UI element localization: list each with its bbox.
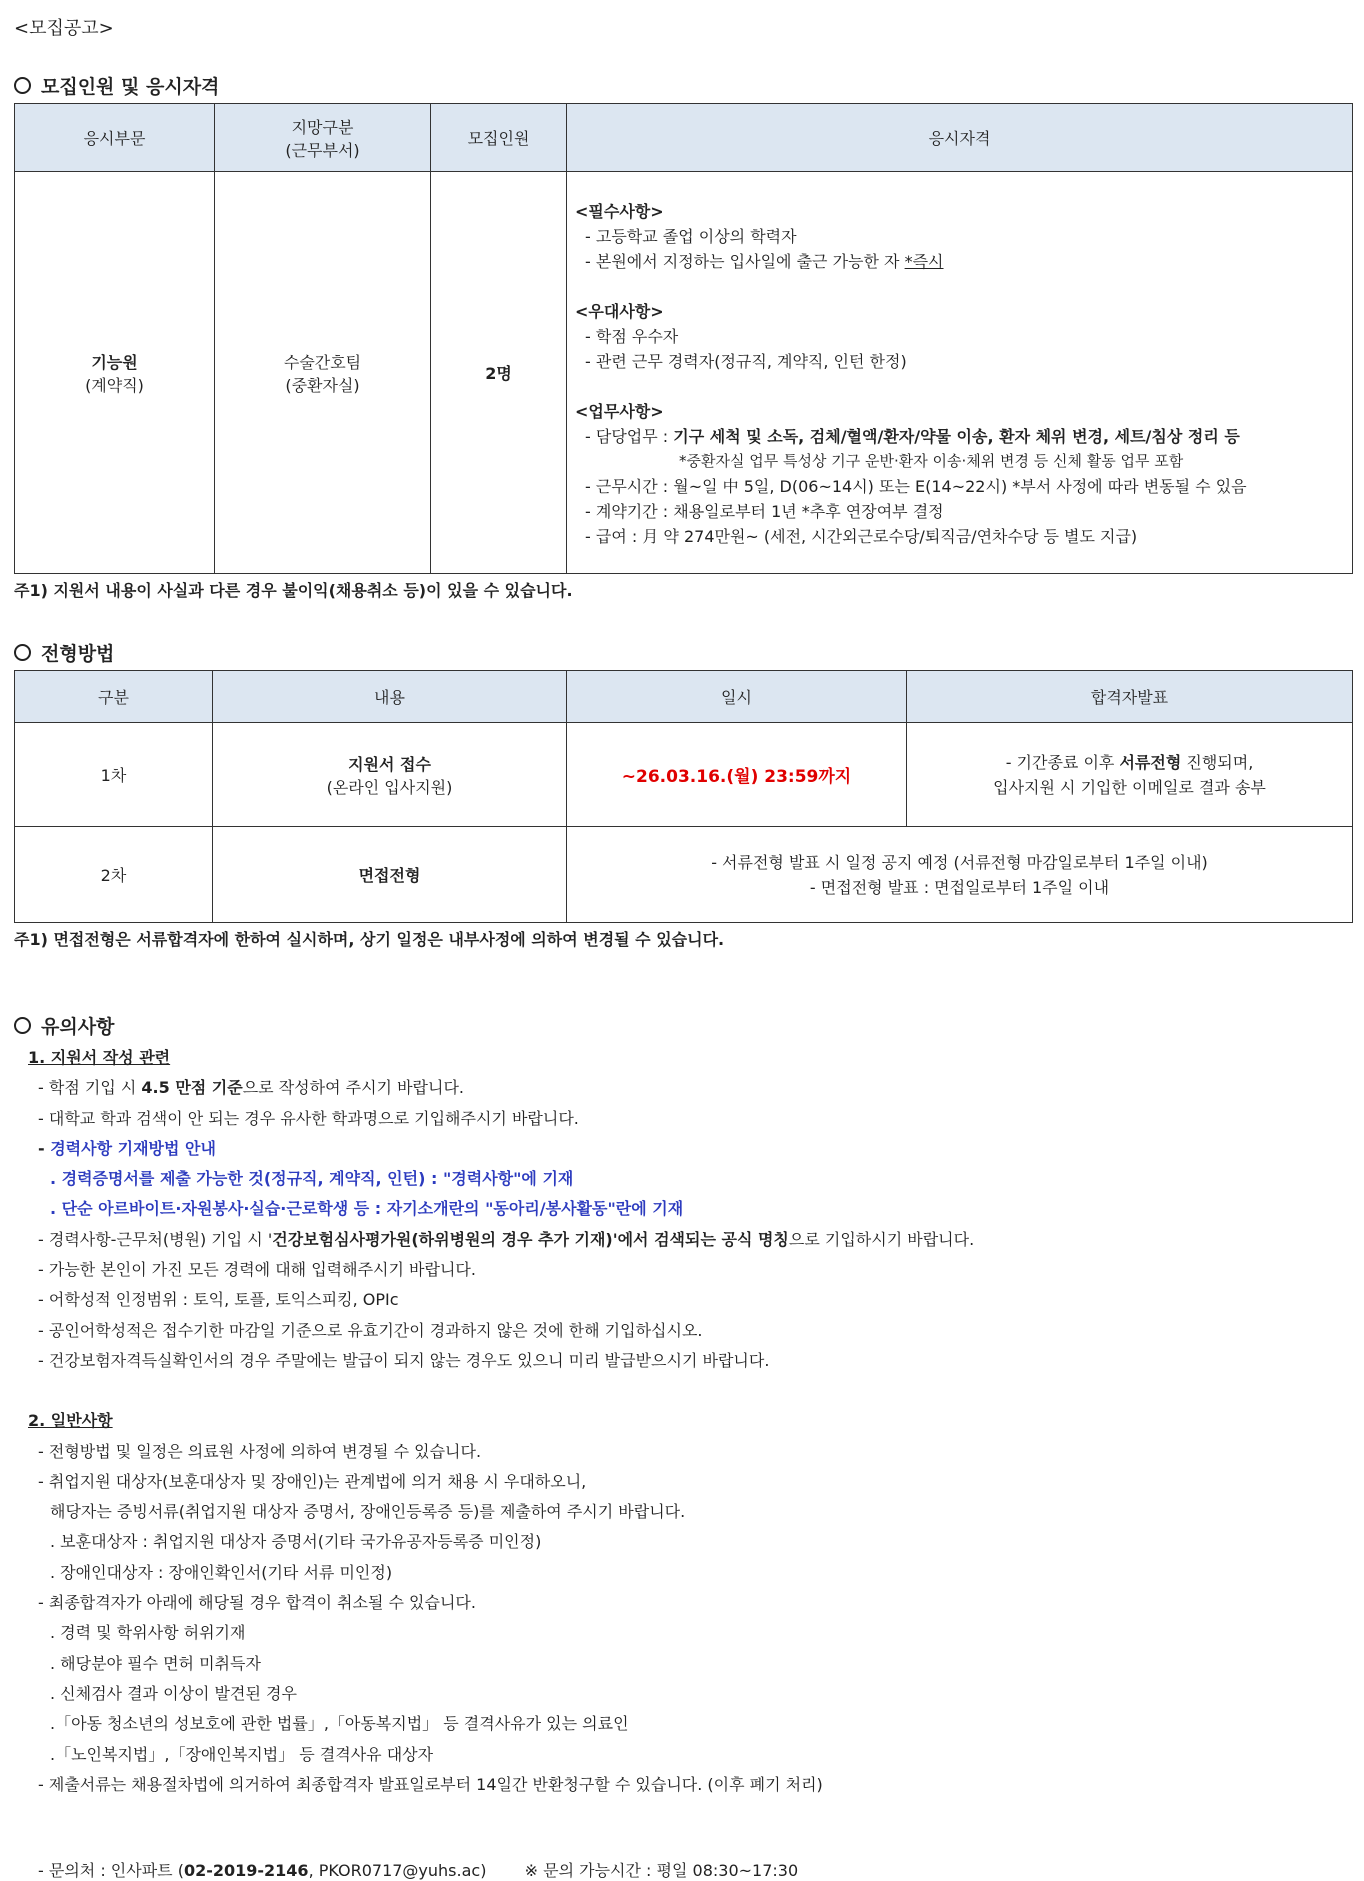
header-count: 모집인원 xyxy=(431,104,567,172)
cell-content-2: 면접전형 xyxy=(213,827,567,923)
header-result: 합격자발표 xyxy=(907,671,1353,723)
cell-content-1: 지원서 접수 (온라인 입사지원) xyxy=(213,723,567,827)
contact-line: - 문의처 : 인사파트 (02-2019-2146, PKOR0717@yuhs.ac) ※ 문의 가능시간 : 평일 08:30~17:30 xyxy=(38,1861,799,1881)
section-title-selection xyxy=(14,639,1354,666)
cell-team: 수술간호팀 (중환자실) xyxy=(215,172,431,574)
header-date: 일시 xyxy=(567,671,907,723)
header-step: 구분 xyxy=(15,671,213,723)
notes-subtitle-1: 1. 지원서 작성 관련 xyxy=(28,1048,171,1067)
cell-date-1: ~26.03.16.(월) 23:59까지 xyxy=(567,723,907,827)
notes-subtitle-2: 2. 일반사항 xyxy=(28,1411,113,1431)
header-dept: 응시부문 xyxy=(15,104,215,172)
circle-bullet-icon xyxy=(14,77,31,94)
cell-dept: 기능원 (계약직) xyxy=(15,172,215,574)
circle-bullet-icon xyxy=(14,1017,31,1034)
footnote-2: 주1) 면접전형은 서류합격자에 한하여 실시하며, 상기 일정은 내부사정에 의하여 변경될 수 있습니다. xyxy=(14,930,725,949)
section-title-text: 모집인원 및 응시자격 xyxy=(41,76,220,98)
header-qualification: 응시자격 xyxy=(567,104,1353,172)
notice-tag: <모집공고> xyxy=(14,18,114,39)
selection-table xyxy=(14,670,1353,923)
header-team: 지망구분 (근무부서) xyxy=(215,104,431,172)
cell-step-2: 2차 xyxy=(15,827,213,923)
notes-body: 1. 지원서 작성 관련 - 학점 기입 시 4.5 만점 기준으로 작성하여 주시기 바랍니다. - 대학교 학과 검색이 안 되는 경우 유사한 학과명으로 기입해주시기 바랍니다. - 경력사항 기재방법 안내 . 경력증명서를 제출 가능한 것(정규직, 계약직, 인턴) : "경력사항"에 기재 . 단순 아르바이트·자원봉사·실습·근로학생 등 : 자기소개란의 "동아리/봉사활동"란에 기재 - 경력사항-근무처(병원) 기입 시 '건강보험심사평가원(하위병원의 경우 추가 기재)'에서 검색되는 공식 명칭으로 기입하시기 바랍니다. - 가능한 본인이 가진 모든 경력에 대해 입력해주시기 바랍니다. - 어학성적 인정범위 : 토익, 토플, 토익스피킹, OPIc - 공인어학성적은 접수기한 마감일 기준으로 유효기간이 경과하지 않은 것에 한해 기입하십시오. - 건강보험자격득실확인서의 경우 주말에는 발급이 되지 않는 경우도 있으니 미리 발급받으시기 바랍니다. 2. 일반사항 - 전형방법 및 일정은 의료원 사정에 의하여 변경될 수 있습니다. - 취업지원 대상자(보훈대상자 및 장애인)는 관계법에 의거 채용 시 우대하오니, 해당자는 증빙서류(취업지원 대상자 증명서, 장애인등록증 등)를 제출하여 주시기 바랍니다. . 보훈대상자 : 취업지원 대상자 증명서(기타 국가유공자등록증 미인정) . 장애인대상자 : 장애인확인서(기타 서류 미인정) - 최종합격자가 아래에 해당될 경우 합격이 취소될 수 있습니다. . 경력 및 학위사항 허위기재 . 해당분야 필수 면허 미취득자 . 신체검사 결과 이상이 발견된 경우 .「아동 청소년의 성보호에 관한 법률」,「아동복지법」 등 결격사유가 있는 의료인 .「노인복지법」,「장애인복지법」 등 결격사유 대상자 - 제출서류는 채용절차법에 의거하여 최종합격자 발표일로부터 14일간 반환청구할 수 있습니다. (이후 폐기 처리) xyxy=(14,1043,1354,1800)
cell-count: 2명 xyxy=(431,172,567,574)
cell-info-2: - 서류전형 발표 시 일정 공지 예정 (서류전형 마감일로부터 1주일 이내) - 면접전형 발표 : 면접일로부터 1주일 이내 xyxy=(567,827,1353,923)
contact-phone: 02-2019-2146 xyxy=(183,1861,309,1881)
cell-result-1: - 기간종료 이후 서류전형 진행되며, 입사지원 시 기입한 이메일로 결과 송부 xyxy=(907,723,1353,827)
section-title-notes xyxy=(14,1012,1354,1039)
footnote-1: 주1) 지원서 내용이 사실과 다른 경우 불이익(채용취소 등)이 있을 수 있습니다. xyxy=(14,581,573,600)
cell-step-1: 1차 xyxy=(15,723,213,827)
header-content: 내용 xyxy=(213,671,567,723)
circle-bullet-icon xyxy=(14,644,31,661)
recruitment-table xyxy=(14,103,1353,574)
section-title-text: 유의사항 xyxy=(41,1016,115,1038)
section-title-text: 전형방법 xyxy=(41,643,115,665)
section-title-recruitment xyxy=(14,72,1354,99)
contact-hours: ※ 문의 가능시간 : 평일 08:30~17:30 xyxy=(524,1861,799,1881)
cell-qualification: <필수사항> - 고등학교 졸업 이상의 학력자 - 본원에서 지정하는 입사일에 출근 가능한 자 *즉시 <우대사항> - 학점 우수자 - 관련 근무 경력자(정규직, 계약직, 인턴 한정) <업무사항> - 담당업무 : 기구 세척 및 소독, 검체/혈액/환자/약물 이송, 환자 체위 변경, 세트/침상 정리 등 *중환자실 업무 특성상 기구 운반·환자 이송·체위 변경 등 신체 활동 업무 포함 - 근무시간 : 월~일 中 5일, D(06~14시) 또는 E(14~22시) *부서 사정에 따라 변동될 수 있음 - 계약기간 : 채용일로부터 1년 *추후 연장여부 결정 - 급여 : 月 약 274만원~ (세전, 시간외근로수당/퇴직금/연차수당 등 별도 지급) xyxy=(567,172,1353,574)
